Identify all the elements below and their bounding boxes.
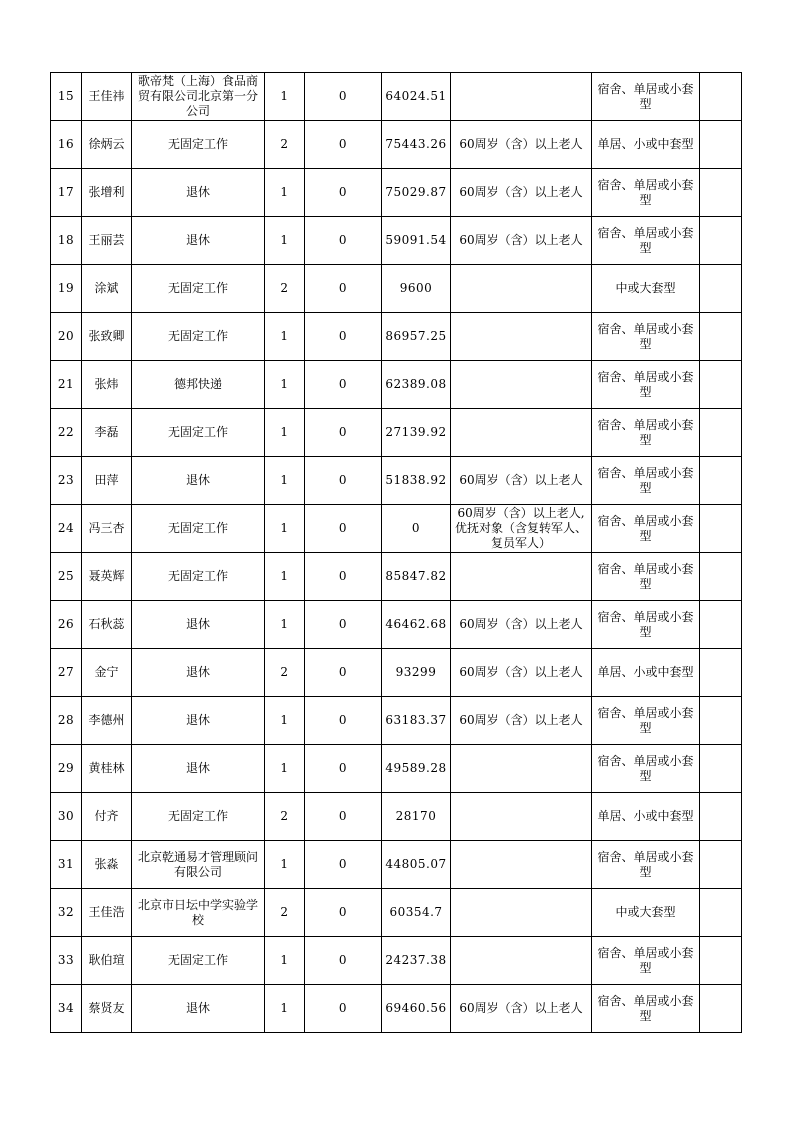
income-cell: 86957.25	[382, 313, 451, 361]
family-members-cell: 2	[265, 889, 305, 937]
family-members-cell: 2	[265, 121, 305, 169]
count-cell: 0	[305, 697, 382, 745]
housing-type-cell: 宿舍、单居或小套型	[592, 361, 700, 409]
income-cell: 28170	[382, 793, 451, 841]
income-cell: 75029.87	[382, 169, 451, 217]
income-cell: 51838.92	[382, 457, 451, 505]
condition-cell: 60周岁（含）以上老人	[451, 697, 592, 745]
work-unit-cell: 退休	[132, 745, 265, 793]
name-cell: 张增利	[82, 169, 132, 217]
remarks-cell	[700, 745, 742, 793]
housing-type-cell: 宿舍、单居或小套型	[592, 553, 700, 601]
work-unit-cell: 北京市日坛中学实验学校	[132, 889, 265, 937]
row-number-cell: 18	[51, 217, 82, 265]
condition-cell: 60周岁（含）以上老人,优抚对象（含复转军人、复员军人）	[451, 505, 592, 553]
housing-type-cell: 宿舍、单居或小套型	[592, 601, 700, 649]
count-cell: 0	[305, 169, 382, 217]
family-members-cell: 1	[265, 553, 305, 601]
name-cell: 李磊	[82, 409, 132, 457]
table-row	[51, 169, 742, 217]
work-unit-cell: 退休	[132, 457, 265, 505]
count-cell: 0	[305, 505, 382, 553]
row-number-cell: 19	[51, 265, 82, 313]
housing-type-cell: 宿舍、单居或小套型	[592, 985, 700, 1033]
income-cell: 75443.26	[382, 121, 451, 169]
housing-type-cell: 中或大套型	[592, 889, 700, 937]
work-unit-cell: 北京乾通易才管理顾问有限公司	[132, 841, 265, 889]
table-row	[51, 697, 742, 745]
remarks-cell	[700, 457, 742, 505]
table-row	[51, 505, 742, 553]
row-number-cell: 16	[51, 121, 82, 169]
count-cell: 0	[305, 457, 382, 505]
work-unit-cell: 退休	[132, 601, 265, 649]
table-body	[51, 73, 742, 1033]
housing-type-cell: 宿舍、单居或小套型	[592, 73, 700, 121]
work-unit-cell: 德邦快递	[132, 361, 265, 409]
count-cell: 0	[305, 73, 382, 121]
housing-type-cell: 单居、小或中套型	[592, 793, 700, 841]
count-cell: 0	[305, 361, 382, 409]
housing-type-cell: 宿舍、单居或小套型	[592, 313, 700, 361]
family-members-cell: 1	[265, 217, 305, 265]
work-unit-cell: 无固定工作	[132, 553, 265, 601]
row-number-cell: 26	[51, 601, 82, 649]
row-number-cell: 28	[51, 697, 82, 745]
remarks-cell	[700, 73, 742, 121]
count-cell: 0	[305, 265, 382, 313]
table-row	[51, 313, 742, 361]
row-number-cell: 25	[51, 553, 82, 601]
count-cell: 0	[305, 409, 382, 457]
row-number-cell: 15	[51, 73, 82, 121]
income-cell: 0	[382, 505, 451, 553]
table-row	[51, 745, 742, 793]
family-members-cell: 1	[265, 841, 305, 889]
name-cell: 聂英辉	[82, 553, 132, 601]
name-cell: 王丽芸	[82, 217, 132, 265]
family-members-cell: 1	[265, 409, 305, 457]
table-row	[51, 649, 742, 697]
condition-cell	[451, 313, 592, 361]
housing-type-cell: 宿舍、单居或小套型	[592, 841, 700, 889]
count-cell: 0	[305, 841, 382, 889]
row-number-cell: 31	[51, 841, 82, 889]
table-row	[51, 601, 742, 649]
remarks-cell	[700, 361, 742, 409]
work-unit-cell: 退休	[132, 169, 265, 217]
name-cell: 蔡贤友	[82, 985, 132, 1033]
housing-type-cell: 单居、小或中套型	[592, 121, 700, 169]
housing-type-cell: 宿舍、单居或小套型	[592, 169, 700, 217]
count-cell: 0	[305, 217, 382, 265]
condition-cell	[451, 937, 592, 985]
remarks-cell	[700, 265, 742, 313]
work-unit-cell: 无固定工作	[132, 121, 265, 169]
condition-cell	[451, 793, 592, 841]
table-row	[51, 121, 742, 169]
income-cell: 64024.51	[382, 73, 451, 121]
name-cell: 李德州	[82, 697, 132, 745]
work-unit-cell: 无固定工作	[132, 313, 265, 361]
work-unit-cell: 无固定工作	[132, 505, 265, 553]
housing-type-cell: 中或大套型	[592, 265, 700, 313]
remarks-cell	[700, 553, 742, 601]
remarks-cell	[700, 697, 742, 745]
condition-cell	[451, 73, 592, 121]
income-cell: 44805.07	[382, 841, 451, 889]
name-cell: 王佳浩	[82, 889, 132, 937]
condition-cell	[451, 265, 592, 313]
housing-type-cell: 宿舍、单居或小套型	[592, 409, 700, 457]
remarks-cell	[700, 217, 742, 265]
remarks-cell	[700, 889, 742, 937]
name-cell: 冯三杏	[82, 505, 132, 553]
family-members-cell: 2	[265, 649, 305, 697]
count-cell: 0	[305, 745, 382, 793]
count-cell: 0	[305, 121, 382, 169]
family-members-cell: 1	[265, 169, 305, 217]
row-number-cell: 27	[51, 649, 82, 697]
applicant-table	[50, 72, 742, 1033]
count-cell: 0	[305, 889, 382, 937]
work-unit-cell: 无固定工作	[132, 409, 265, 457]
remarks-cell	[700, 121, 742, 169]
condition-cell: 60周岁（含）以上老人	[451, 457, 592, 505]
name-cell: 涂斌	[82, 265, 132, 313]
row-number-cell: 22	[51, 409, 82, 457]
condition-cell: 60周岁（含）以上老人	[451, 169, 592, 217]
remarks-cell	[700, 601, 742, 649]
housing-type-cell: 宿舍、单居或小套型	[592, 697, 700, 745]
income-cell: 60354.7	[382, 889, 451, 937]
table-row	[51, 457, 742, 505]
remarks-cell	[700, 793, 742, 841]
work-unit-cell: 无固定工作	[132, 793, 265, 841]
count-cell: 0	[305, 601, 382, 649]
family-members-cell: 1	[265, 505, 305, 553]
remarks-cell	[700, 985, 742, 1033]
table-row	[51, 217, 742, 265]
row-number-cell: 23	[51, 457, 82, 505]
condition-cell: 60周岁（含）以上老人	[451, 985, 592, 1033]
work-unit-cell: 退休	[132, 217, 265, 265]
remarks-cell	[700, 505, 742, 553]
family-members-cell: 1	[265, 361, 305, 409]
row-number-cell: 29	[51, 745, 82, 793]
family-members-cell: 1	[265, 937, 305, 985]
table-row	[51, 361, 742, 409]
work-unit-cell: 退休	[132, 985, 265, 1033]
count-cell: 0	[305, 985, 382, 1033]
housing-type-cell: 宿舍、单居或小套型	[592, 937, 700, 985]
income-cell: 62389.08	[382, 361, 451, 409]
income-cell: 27139.92	[382, 409, 451, 457]
remarks-cell	[700, 169, 742, 217]
housing-type-cell: 宿舍、单居或小套型	[592, 217, 700, 265]
income-cell: 85847.82	[382, 553, 451, 601]
remarks-cell	[700, 937, 742, 985]
income-cell: 63183.37	[382, 697, 451, 745]
family-members-cell: 2	[265, 793, 305, 841]
condition-cell	[451, 553, 592, 601]
housing-type-cell: 单居、小或中套型	[592, 649, 700, 697]
condition-cell	[451, 841, 592, 889]
row-number-cell: 20	[51, 313, 82, 361]
condition-cell: 60周岁（含）以上老人	[451, 217, 592, 265]
remarks-cell	[700, 649, 742, 697]
family-members-cell: 1	[265, 697, 305, 745]
condition-cell: 60周岁（含）以上老人	[451, 601, 592, 649]
work-unit-cell: 歌帝梵（上海）食品商贸有限公司北京第一分公司	[132, 73, 265, 121]
count-cell: 0	[305, 937, 382, 985]
row-number-cell: 17	[51, 169, 82, 217]
family-members-cell: 1	[265, 745, 305, 793]
table-row	[51, 793, 742, 841]
row-number-cell: 33	[51, 937, 82, 985]
table-row	[51, 841, 742, 889]
name-cell: 石秋蕊	[82, 601, 132, 649]
name-cell: 金宁	[82, 649, 132, 697]
condition-cell	[451, 745, 592, 793]
family-members-cell: 1	[265, 457, 305, 505]
name-cell: 张炜	[82, 361, 132, 409]
row-number-cell: 24	[51, 505, 82, 553]
housing-type-cell: 宿舍、单居或小套型	[592, 457, 700, 505]
table-row	[51, 985, 742, 1033]
condition-cell: 60周岁（含）以上老人	[451, 121, 592, 169]
income-cell: 59091.54	[382, 217, 451, 265]
income-cell: 49589.28	[382, 745, 451, 793]
name-cell: 付齐	[82, 793, 132, 841]
name-cell: 耿伯瑄	[82, 937, 132, 985]
row-number-cell: 30	[51, 793, 82, 841]
family-members-cell: 1	[265, 601, 305, 649]
work-unit-cell: 无固定工作	[132, 265, 265, 313]
family-members-cell: 1	[265, 313, 305, 361]
remarks-cell	[700, 409, 742, 457]
condition-cell	[451, 361, 592, 409]
count-cell: 0	[305, 649, 382, 697]
name-cell: 王佳祎	[82, 73, 132, 121]
income-cell: 46462.68	[382, 601, 451, 649]
income-cell: 69460.56	[382, 985, 451, 1033]
name-cell: 张致卿	[82, 313, 132, 361]
row-number-cell: 34	[51, 985, 82, 1033]
table-row	[51, 553, 742, 601]
family-members-cell: 2	[265, 265, 305, 313]
row-number-cell: 21	[51, 361, 82, 409]
name-cell: 田萍	[82, 457, 132, 505]
table-row	[51, 73, 742, 121]
table-row	[51, 937, 742, 985]
row-number-cell: 32	[51, 889, 82, 937]
name-cell: 张淼	[82, 841, 132, 889]
table-row	[51, 409, 742, 457]
name-cell: 黄桂林	[82, 745, 132, 793]
work-unit-cell: 退休	[132, 649, 265, 697]
condition-cell	[451, 409, 592, 457]
remarks-cell	[700, 313, 742, 361]
table-row	[51, 265, 742, 313]
housing-type-cell: 宿舍、单居或小套型	[592, 505, 700, 553]
housing-type-cell: 宿舍、单居或小套型	[592, 745, 700, 793]
count-cell: 0	[305, 793, 382, 841]
income-cell: 9600	[382, 265, 451, 313]
count-cell: 0	[305, 313, 382, 361]
condition-cell	[451, 889, 592, 937]
work-unit-cell: 退休	[132, 697, 265, 745]
family-members-cell: 1	[265, 985, 305, 1033]
condition-cell: 60周岁（含）以上老人	[451, 649, 592, 697]
family-members-cell: 1	[265, 73, 305, 121]
work-unit-cell: 无固定工作	[132, 937, 265, 985]
income-cell: 24237.38	[382, 937, 451, 985]
remarks-cell	[700, 841, 742, 889]
count-cell: 0	[305, 553, 382, 601]
name-cell: 徐炳云	[82, 121, 132, 169]
table-row	[51, 889, 742, 937]
income-cell: 93299	[382, 649, 451, 697]
